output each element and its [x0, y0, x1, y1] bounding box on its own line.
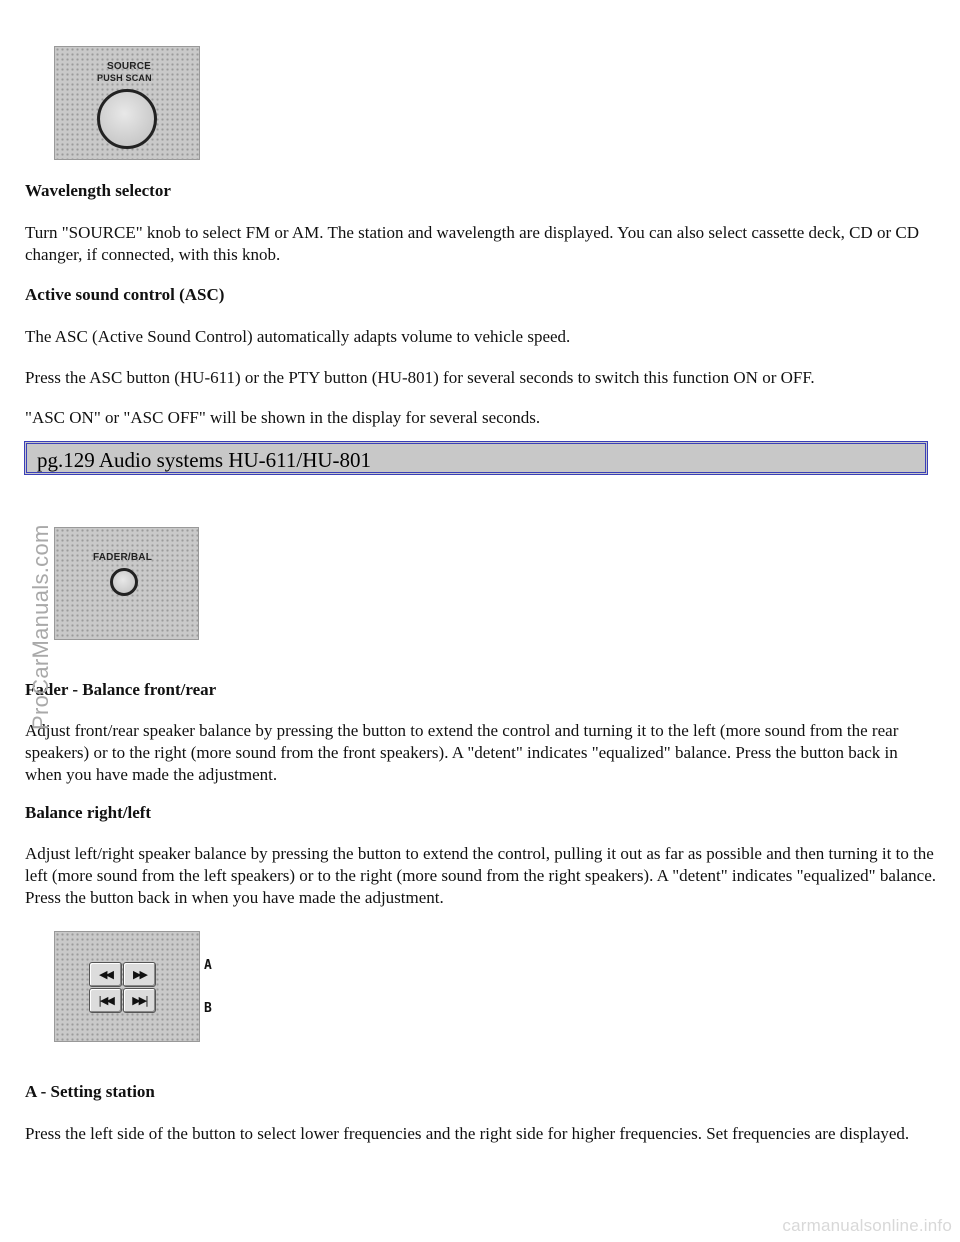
heading-balance: Balance right/left: [25, 803, 152, 822]
fader-knob-illustration: [54, 527, 199, 640]
para-asc-1: The ASC (Active Sound Control) automatically adapts volume to vehicle speed.: [25, 327, 571, 346]
para-asc-2: Press the ASC button (HU-611) or the PTY button (HU-801) for several seconds to switch this function ON or OFF.: [25, 368, 815, 387]
label-b: B: [204, 1001, 212, 1016]
seek-buttons-illustration: [54, 931, 200, 1042]
fader-knob-icon: [110, 568, 138, 596]
page-section-banner: [24, 441, 928, 475]
heading-fader: Fader - Balance front/rear: [25, 680, 217, 699]
source-label: SOURCE: [107, 61, 151, 72]
heading-active-sound-control: Active sound control (ASC): [25, 285, 225, 304]
para-asc-3: "ASC ON" or "ASC OFF" will be shown in the display for several seconds.: [25, 408, 541, 427]
skip-next-icon: ▶▶|: [123, 988, 156, 1013]
skip-previous-icon: |◀◀: [89, 988, 122, 1013]
watermark-carmanualsonline: carmanualsonline.info: [782, 1216, 952, 1235]
para-fader: Adjust front/rear speaker balance by pressing the button to extend the control and turning it to the left (more sound from the rear speakers) or to the right (more sound from the front speakers). A "detent" indicates "equalized" balance. Press the button back in when you have made the adjustment.: [25, 721, 899, 784]
heading-setting-station: A - Setting station: [25, 1082, 155, 1101]
push-scan-label: PUSH SCAN: [97, 73, 152, 83]
para-wavelength: Turn "SOURCE" knob to select FM or AM. The station and wavelength are displayed. You can also select cassette deck, CD or CD changer, if connected, with this knob.: [25, 223, 919, 264]
para-setting-station: Press the left side of the button to select lower frequencies and the right side for higher frequencies. Set frequencies are displayed.: [25, 1124, 910, 1143]
rewind-icon: ◀◀: [89, 962, 122, 987]
source-knob-illustration: [54, 46, 200, 160]
source-knob-icon: [97, 89, 157, 149]
banner-title: pg.129 Audio systems HU-611/HU-801: [37, 448, 372, 472]
para-balance: Adjust left/right speaker balance by pressing the button to extend the control, pulling it out as far as possible and then turning it to the left (more sound from the left speakers) or to the right (more sound from the right speakers). A "detent" indicates "equalized" balance. Press the button back in when you have made the adjustment.: [25, 844, 936, 907]
label-a: A: [204, 958, 212, 973]
fast-forward-icon: ▶▶: [123, 962, 156, 987]
heading-wavelength-selector: Wavelength selector: [25, 181, 171, 200]
fader-bal-label: FADER/BAL: [93, 552, 153, 563]
watermark-procarmanuals: ProCarManuals.com: [28, 524, 53, 730]
